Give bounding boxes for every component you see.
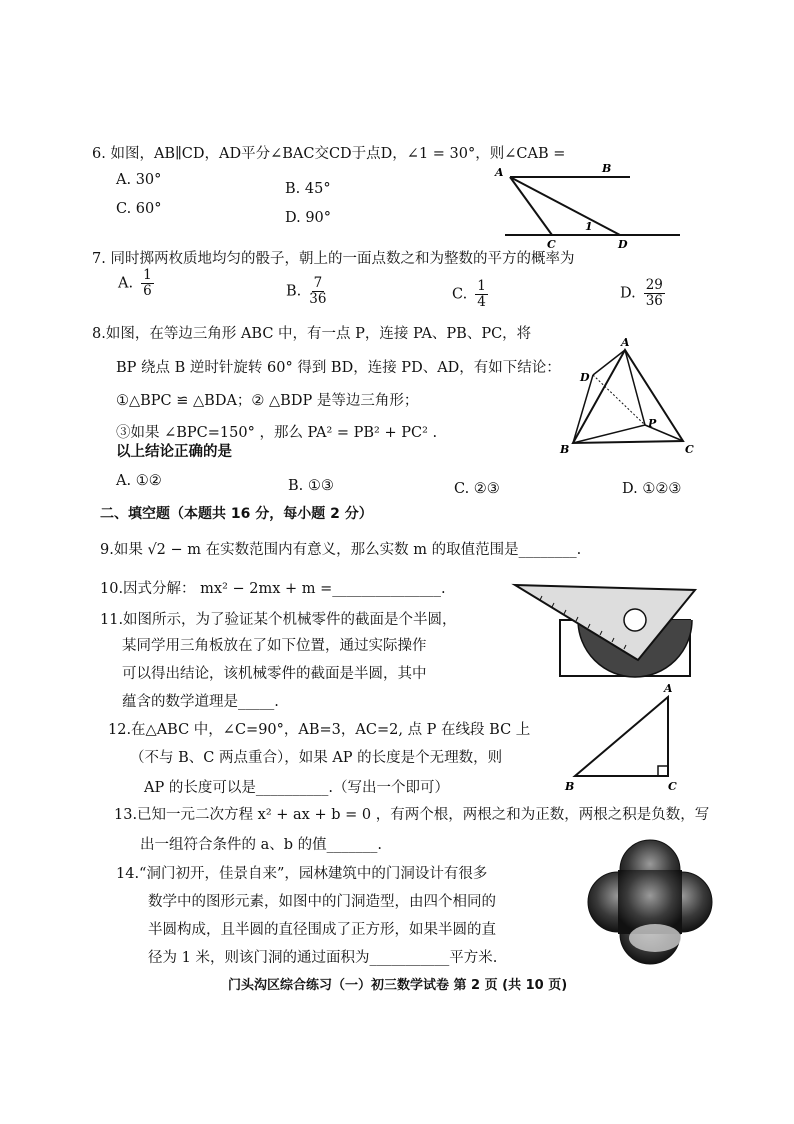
q11-line2: 某同学用三角板放在了如下位置，通过实际操作	[122, 638, 427, 654]
q8-label-b: B	[560, 443, 570, 456]
q8-option-a: A. ①②	[116, 473, 162, 489]
q7-option-c-frac	[475, 279, 488, 310]
q9-text: 9.如果 √2 − m 在实数范围内有意义，那么实数 m 的取值范围是________.	[100, 542, 582, 558]
q7-option-b-num: 7	[313, 275, 323, 291]
q8-option-d: D. ①②③	[622, 481, 682, 497]
q7-option-a-den: 6	[143, 283, 152, 299]
q8-figure	[555, 335, 705, 460]
q6-label-angle1: 1	[585, 220, 593, 233]
q12-right-angle-mark	[658, 766, 668, 776]
q7-option-a-num: 1	[143, 267, 152, 283]
q7-option-d-den: 36	[645, 293, 663, 309]
q7-option-d-letter: D.	[620, 285, 636, 302]
q6-figure	[485, 160, 685, 255]
q13-line1: 13.已知一元二次方程 x² + ax + b = 0 ，有两个根，两根之和为正数，两根之积是负数，写	[114, 807, 710, 823]
q12-line2: （不与 B、C 两点重合），如果 AP 的长度是个无理数，则	[130, 750, 503, 766]
q12-line1: 12.在△ABC 中，∠C=90°，AB=3，AC=2, 点 P 在线段 BC 上	[108, 722, 531, 738]
q8-label-d: D	[580, 371, 590, 384]
q14-line4: 径为 1 米，则该门洞的通过面积为___________平方米.	[148, 950, 498, 966]
q6-option-a: A. 30°	[116, 172, 162, 188]
q12-label-a: A	[664, 682, 673, 695]
q7-stem: 7. 同时掷两枚质地均匀的骰子，朝上的一面点数之和为整数的平方的概率为	[92, 251, 575, 267]
q6-label-c: C	[547, 238, 556, 251]
q7-option-d-num: 29	[645, 277, 663, 293]
q7-option-a-letter: A.	[118, 275, 134, 292]
q6-stem: 6. 如图，AB∥CD，AD平分∠BAC交CD于点D，∠1 = 30°，则∠CAB =	[92, 146, 566, 162]
q12-triangle-abc	[575, 697, 668, 776]
q14-line2: 数学中的图形元素，如图中的门洞造型，由四个相同的	[148, 894, 496, 910]
q11-line3: 可以得出结论，该机械零件的截面是半圆，其中	[122, 666, 427, 682]
q8-line2: BP 绕点 B 逆时针旋转 60° 得到 BD，连接 PD、AD，有如下结论：	[116, 360, 561, 376]
q8-line-pa	[625, 350, 645, 425]
q12-figure	[560, 680, 690, 795]
q6-label-a: A	[495, 166, 504, 179]
q7-option-a-frac	[141, 268, 154, 299]
q8-line-db	[573, 375, 593, 443]
q7-option-c-letter: C.	[452, 286, 468, 303]
q6-option-c: C. 60°	[116, 201, 162, 217]
q8-line1: 8.如图，在等边三角形 ABC 中，有一点 P，连接 PA、PB、PC，将	[92, 326, 532, 342]
q7-option-a	[118, 268, 154, 299]
q14-scene-light	[629, 924, 681, 952]
q7-option-d	[620, 278, 665, 309]
q10-text: 10.因式分解： mx² − 2mx + m =_______________.	[100, 581, 446, 597]
q11-set-square-hole	[624, 609, 646, 631]
q7-option-b	[286, 276, 326, 307]
q11-line4: 蕴含的数学道理是_____.	[122, 694, 279, 710]
q7-option-d-frac	[644, 278, 665, 309]
q14-line1: 14.“洞门初开，佳景自来”，园林建筑中的门洞设计有很多	[116, 866, 488, 882]
q8-option-c: C. ②③	[454, 481, 500, 497]
q6-line-ac	[510, 177, 552, 235]
q8-label-p: P	[648, 417, 657, 430]
q8-option-b: B. ①③	[288, 478, 334, 494]
q6-option-d: D. 90°	[285, 210, 332, 226]
q11-figure	[510, 580, 700, 680]
q11-line1: 11.如图所示，为了验证某个机械零件的截面是个半圆，	[100, 612, 457, 628]
q7-option-b-frac	[309, 276, 326, 307]
q6-option-b: B. 45°	[285, 181, 331, 197]
section-2-title: 二、填空题（本题共 16 分，每小题 2 分）	[100, 506, 373, 522]
q14-door-photo	[575, 838, 725, 968]
q7-option-c-den: 4	[477, 294, 486, 310]
q7-option-c-num: 1	[477, 278, 486, 294]
q8-label-c: C	[685, 443, 694, 456]
q7-option-b-letter: B.	[286, 283, 302, 300]
q6-label-d: D	[618, 238, 628, 251]
q8-line-pb	[573, 425, 645, 443]
q12-label-c: C	[668, 780, 677, 793]
page-footer: 门头沟区综合练习（一）初三数学试卷 第 2 页 (共 10 页)	[228, 978, 568, 993]
q12-label-b: B	[565, 780, 575, 793]
q12-line3: AP 的长度可以是__________.（写出一个即可）	[144, 780, 449, 796]
q8-line-dp	[593, 375, 645, 425]
q8-line-da	[593, 350, 625, 375]
q6-label-b: B	[602, 162, 612, 175]
q6-line-ad	[510, 177, 620, 235]
q8-line5: 以上结论正确的是	[116, 444, 232, 460]
q8-label-a: A	[621, 336, 630, 349]
q8-line4: ③如果 ∠BPC=150° ，那么 PA² = PB² + PC² .	[116, 425, 438, 441]
q7-option-b-den: 36	[309, 291, 327, 307]
q14-line3: 半圆构成，且半圆的直径围成了正方形，如果半圆的直	[148, 922, 496, 938]
q8-line3: ①△BPC ≌ △BDA；② △BDP 是等边三角形；	[116, 393, 419, 409]
q13-line2: 出一组符合条件的 a、b 的值_______.	[140, 837, 383, 853]
q7-option-c	[452, 279, 488, 310]
